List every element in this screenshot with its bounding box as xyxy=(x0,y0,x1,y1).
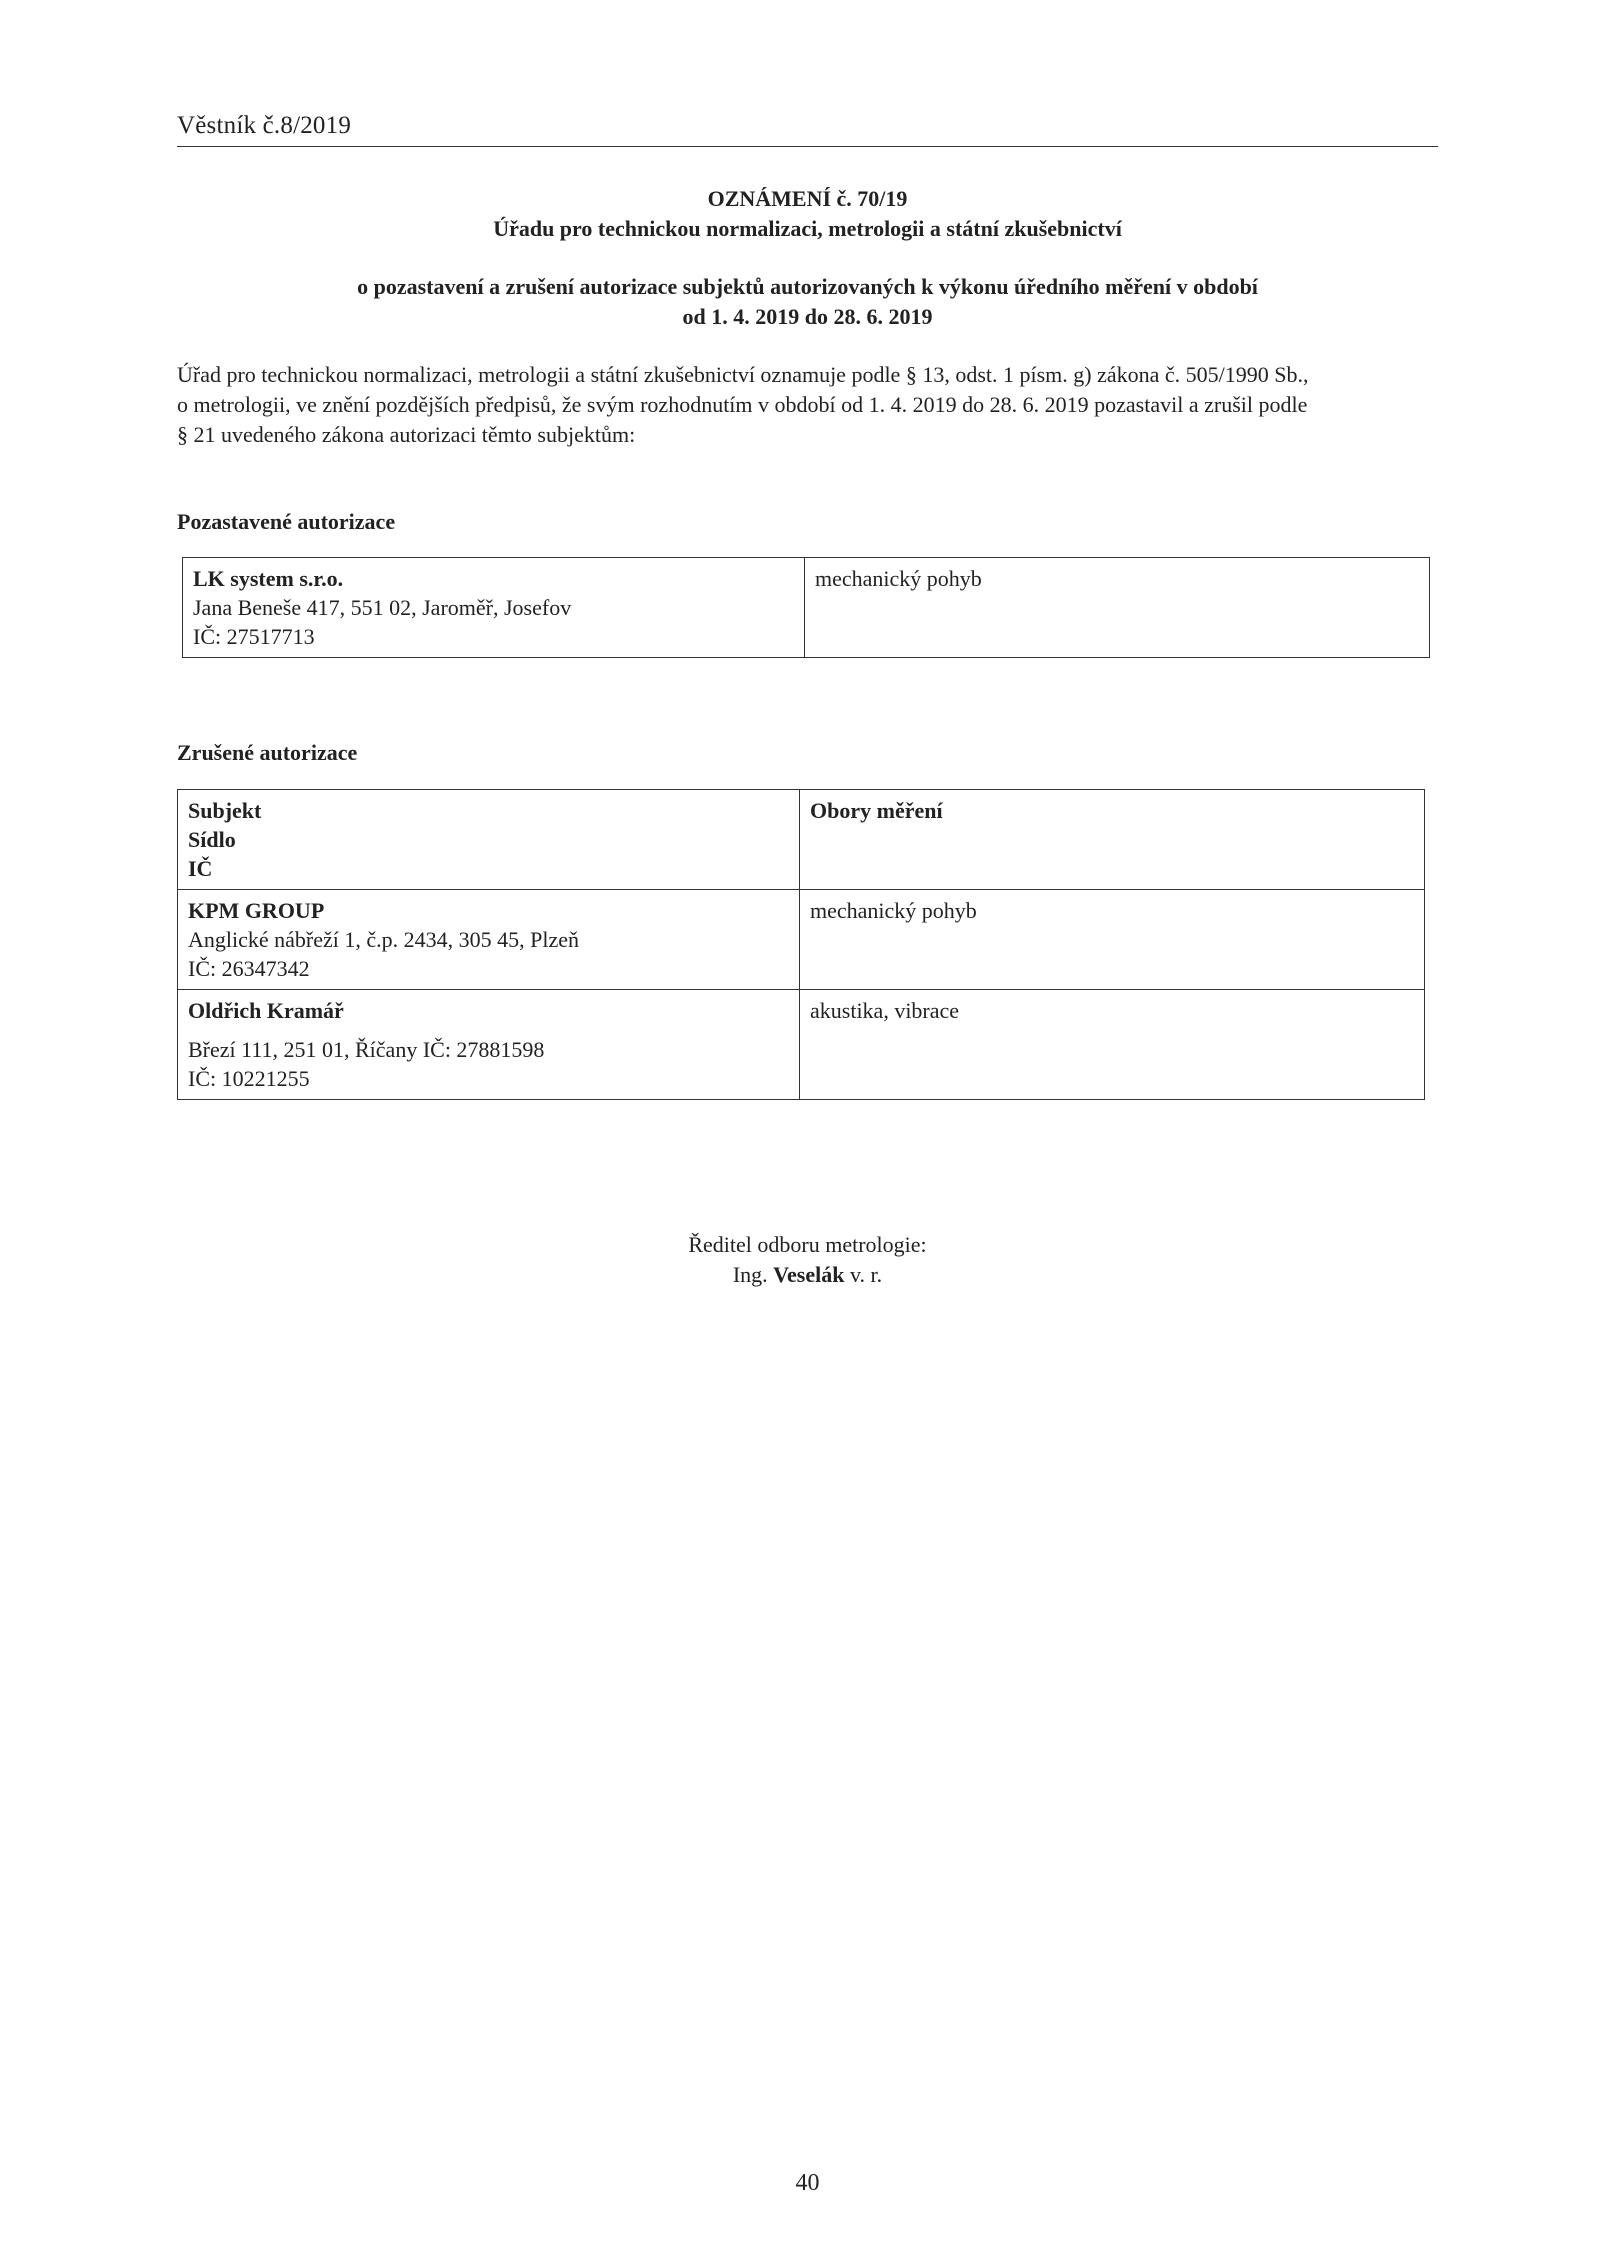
intro-paragraph xyxy=(177,360,1438,450)
title-line-1: OZNÁMENÍ č. 70/19 xyxy=(707,186,908,211)
subject-address: Jana Beneše 417, 551 02, Jaroměř, Josefov xyxy=(193,595,572,620)
page-number: 40 xyxy=(795,2170,820,2196)
field-cell xyxy=(800,990,1425,1100)
revoked-table xyxy=(177,789,1425,1100)
header-cell-fields xyxy=(800,790,1425,890)
signature-prefix: Ing. xyxy=(732,1262,768,1287)
announcement-subtitle xyxy=(177,272,1438,332)
table-row xyxy=(178,990,1425,1100)
measurement-field: mechanický pohyb xyxy=(815,566,982,591)
subject-cell xyxy=(178,990,800,1100)
table-row xyxy=(178,890,1425,990)
header-cell-subject xyxy=(178,790,800,890)
signature-block xyxy=(177,1230,1438,1290)
announcement-title xyxy=(177,184,1438,244)
measurement-field: akustika, vibrace xyxy=(810,998,960,1023)
subject-name: LK system s.r.o. xyxy=(193,566,344,591)
suspended-table xyxy=(182,557,1430,658)
header-fields: Obory měření xyxy=(810,798,943,823)
intro-line-3: § 21 uvedeného zákona autorizaci těmto subjektům: xyxy=(177,422,636,447)
field-cell xyxy=(805,558,1430,658)
header-ic: IČ xyxy=(188,856,213,881)
subject-address: Březí 111, 251 01, Říčany IČ: 27881598 xyxy=(188,1037,545,1062)
field-cell xyxy=(800,890,1425,990)
subject-cell xyxy=(183,558,805,658)
subtitle-line-2: od 1. 4. 2019 do 28. 6. 2019 xyxy=(682,304,933,329)
title-line-2: Úřadu pro technickou normalizaci, metrologii a státní zkušebnictví xyxy=(493,216,1122,241)
subject-ic: IČ: 10221255 xyxy=(188,1066,310,1091)
header-subject: Subjekt xyxy=(188,798,262,823)
measurement-field: mechanický pohyb xyxy=(810,898,977,923)
table-row xyxy=(183,558,1430,658)
subject-name: Oldřich Kramář xyxy=(188,998,344,1023)
subject-ic: IČ: 27517713 xyxy=(193,624,315,649)
signature-name-line xyxy=(177,1260,1438,1290)
signature-suffix: v. r. xyxy=(849,1262,883,1287)
signature-role: Ředitel odboru metrologie: xyxy=(688,1232,927,1257)
header-seat: Sídlo xyxy=(188,827,236,852)
signature-name: Veselák xyxy=(773,1262,845,1287)
table-header-row xyxy=(178,790,1425,890)
intro-line-2: o metrologii, ve znění pozdějších předpisů, že svým rozhodnutím v období od 1. 4. 2019 do 28. 6. 2019 pozastavil a zrušil podle xyxy=(177,392,1308,417)
journal-header: Věstník č.8/2019 xyxy=(177,112,352,139)
intro-line-1: Úřad pro technickou normalizaci, metrologii a státní zkušebnictví oznamuje podle § 13, odst. 1 písm. g) zákona č. 505/1990 Sb., xyxy=(177,362,1309,387)
revoked-heading: Zrušené autorizace xyxy=(177,740,358,765)
subtitle-line-1: o pozastavení a zrušení autorizace subjektů autorizovaných k výkonu úředního měření v období xyxy=(357,274,1258,299)
subject-ic: IČ: 26347342 xyxy=(188,956,310,981)
header-rule xyxy=(177,146,1438,147)
suspended-heading: Pozastavené autorizace xyxy=(177,509,396,534)
subject-address: Anglické nábřeží 1, č.p. 2434, 305 45, Plzeň xyxy=(188,927,580,952)
subject-name: KPM GROUP xyxy=(188,898,325,923)
subject-cell xyxy=(178,890,800,990)
